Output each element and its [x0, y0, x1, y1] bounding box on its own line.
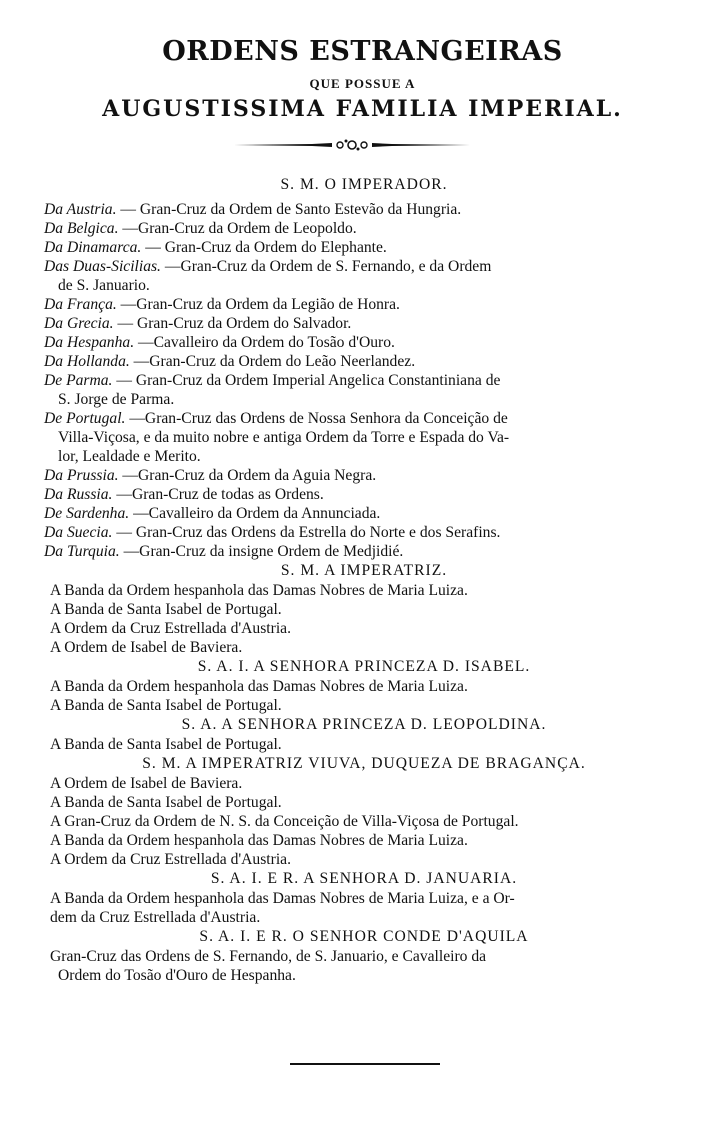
order-line [44, 257, 684, 276]
order-line [44, 352, 684, 371]
order-line [44, 889, 684, 908]
order-line [44, 638, 684, 657]
country-name: De Parma. [44, 372, 113, 389]
country-name: Da Hespanha. [44, 334, 135, 351]
order-text: dem da Cruz Estrellada d'Austria. [50, 909, 261, 926]
country-name: Da Grecia. [44, 315, 114, 332]
country-name: Da Dinamarca. [44, 239, 142, 256]
page-subtitle-blackletter: AUGUSTISSIMA FAMILIA IMPERIAL. [102, 96, 623, 122]
ornament-divider [232, 136, 472, 154]
order-text: Gran-Cruz das Ordens de S. Fernando, de S. Januario, e Cavalleiro da [50, 948, 487, 965]
order-text: —Gran-Cruz da Ordem do Leão Neerlandez. [129, 353, 416, 370]
order-line [44, 966, 684, 985]
section-heading: S. M. O IMPERADOR. [280, 176, 448, 193]
order-text: de S. Januario. [58, 277, 150, 294]
section-heading: S. M. A IMPERATRIZ. [280, 562, 448, 579]
order-line [44, 314, 684, 333]
order-text: —Gran-Cruz de todas as Ordens. [112, 486, 324, 503]
order-line [44, 200, 684, 219]
order-line [44, 276, 684, 295]
order-text: — Gran-Cruz da Ordem de Santo Estevão da Hungria. [116, 201, 462, 218]
order-text: A Ordem de Isabel de Baviera. [50, 775, 243, 792]
section-heading: S. A. I. E R. A SENHORA D. JANUARIA. [210, 870, 518, 887]
section-heading: S. A. A SENHORA PRINCEZA D. LEOPOLDINA. [181, 716, 547, 733]
order-line [44, 908, 684, 927]
order-text: —Gran-Cruz da Ordem de Leopoldo. [118, 220, 357, 237]
bottom-rule [290, 1063, 440, 1067]
order-line [44, 523, 684, 542]
order-text: —Gran-Cruz da Ordem da Aguia Negra. [118, 467, 377, 484]
order-text: Villa-Viçosa, e da muito nobre e antiga Ordem da Torre e Espada do Va- [58, 429, 510, 446]
order-line [44, 947, 684, 966]
country-name: Da Belgica. [44, 220, 119, 237]
order-text: — Gran-Cruz da Ordem Imperial Angelica Constantiniana de [112, 372, 501, 389]
country-name: Da França. [44, 296, 117, 313]
country-name: Da Turquia. [44, 543, 120, 560]
order-line [44, 333, 684, 352]
order-line [44, 581, 684, 600]
order-text: —Cavalleiro da Ordem do Tosão d'Ouro. [134, 334, 395, 351]
order-line [44, 371, 684, 390]
orders-list [44, 170, 684, 985]
order-line [44, 542, 684, 561]
order-line [44, 850, 684, 869]
country-name: Das Duas-Sicilias. [44, 258, 161, 275]
order-line [44, 600, 684, 619]
order-text: —Gran-Cruz das Ordens de Nossa Senhora da Conceição de [125, 410, 508, 427]
country-name: De Portugal. [44, 410, 126, 427]
order-text: — Gran-Cruz da Ordem do Elephante. [141, 239, 387, 256]
order-line [44, 409, 684, 428]
section-heading: S. A. I. A SENHORA PRINCEZA D. ISABEL. [197, 658, 531, 675]
order-line [44, 428, 684, 447]
order-line [44, 295, 684, 314]
order-line [44, 774, 684, 793]
order-line [44, 619, 684, 638]
order-text: —Gran-Cruz da insigne Ordem de Medjidié. [119, 543, 404, 560]
order-text: A Banda de Santa Isabel de Portugal. [50, 601, 282, 618]
order-line [44, 466, 684, 485]
order-text: A Banda da Ordem hespanhola das Damas Nobres de Maria Luiza. [50, 582, 468, 599]
order-text: A Ordem da Cruz Estrellada d'Austria. [50, 851, 291, 868]
order-text: A Banda de Santa Isabel de Portugal. [50, 794, 282, 811]
order-line [44, 238, 684, 257]
order-text: A Banda da Ordem hespanhola das Damas Nobres de Maria Luiza, e a Or- [50, 890, 515, 907]
order-line [44, 390, 684, 409]
order-line [44, 735, 684, 754]
order-line [44, 447, 684, 466]
order-text: S. Jorge de Parma. [58, 391, 175, 408]
country-name: Da Russia. [44, 486, 113, 503]
order-line [44, 504, 684, 523]
order-text: — Gran-Cruz das Ordens da Estrella do Norte e dos Serafins. [112, 524, 501, 541]
order-line [44, 793, 684, 812]
order-text: —Gran-Cruz da Ordem de S. Fernando, e da Ordem [160, 258, 492, 275]
order-line [44, 831, 684, 850]
order-text: A Ordem de Isabel de Baviera. [50, 639, 243, 656]
order-text: lor, Lealdade e Merito. [58, 448, 201, 465]
country-name: Da Hollanda. [44, 353, 130, 370]
order-text: A Gran-Cruz da Ordem de N. S. da Conceição de Villa-Viçosa de Portugal. [50, 813, 519, 830]
order-line [44, 485, 684, 504]
page-subtitle: QUE POSSUE A [309, 76, 416, 91]
order-line [44, 219, 684, 238]
order-line [44, 696, 684, 715]
country-name: De Sardenha. [44, 505, 130, 522]
order-text: A Banda da Ordem hespanhola das Damas Nobres de Maria Luiza. [50, 832, 468, 849]
order-text: A Banda da Ordem hespanhola das Damas Nobres de Maria Luiza. [50, 678, 468, 695]
order-text: —Gran-Cruz da Ordem da Legião de Honra. [116, 296, 400, 313]
order-text: A Banda de Santa Isabel de Portugal. [50, 697, 282, 714]
order-text: — Gran-Cruz da Ordem do Salvador. [113, 315, 352, 332]
country-name: Da Suecia. [44, 524, 113, 541]
order-text: A Banda de Santa Isabel de Portugal. [50, 736, 282, 753]
section-heading: S. M. A IMPERATRIZ VIUVA, DUQUEZA DE BRAGANÇA. [142, 755, 586, 772]
country-name: Da Austria. [44, 201, 117, 218]
page-title: ORDENS ESTRANGEIRAS [162, 36, 563, 67]
country-name: Da Prussia. [44, 467, 119, 484]
order-text: Ordem do Tosão d'Ouro de Hespanha. [58, 967, 296, 984]
order-line [44, 812, 684, 831]
section-heading: S. A. I. E R. O SENHOR CONDE D'AQUILA [199, 928, 529, 945]
order-text: A Ordem da Cruz Estrellada d'Austria. [50, 620, 291, 637]
order-line [44, 677, 684, 696]
order-text: —Cavalleiro da Ordem da Annunciada. [129, 505, 381, 522]
